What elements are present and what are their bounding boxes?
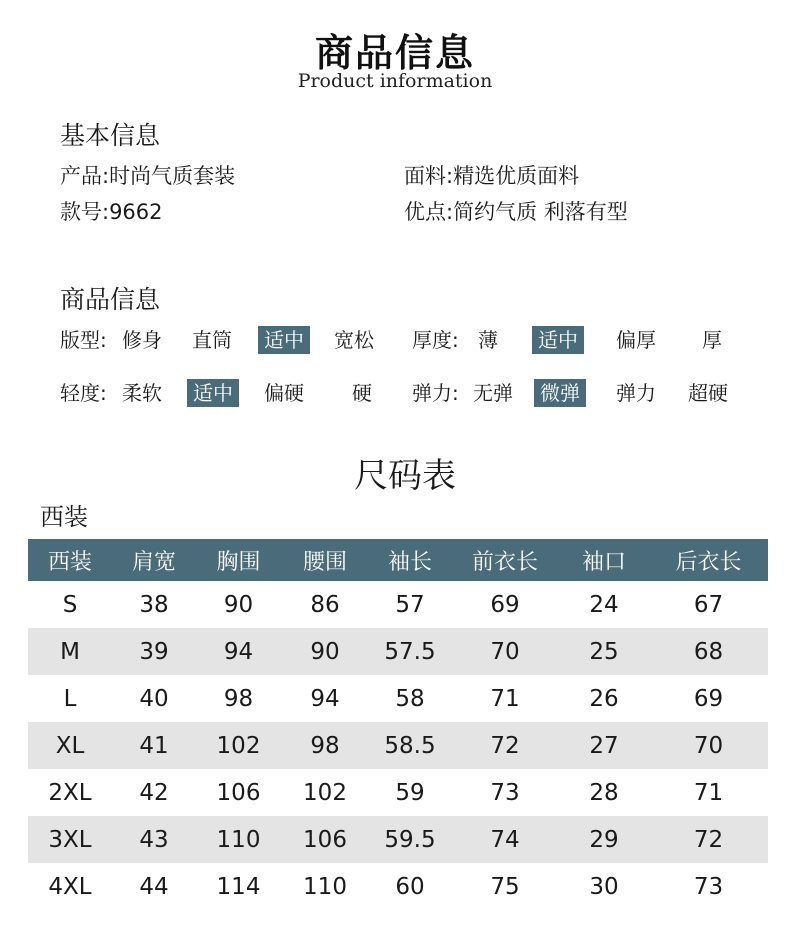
thickness-option-selected: 适中 bbox=[532, 326, 584, 354]
fit-option: 修身 bbox=[122, 328, 162, 352]
header-cell: 腰围 bbox=[302, 549, 347, 575]
table-row bbox=[28, 628, 768, 675]
table-cell: 73 bbox=[693, 873, 724, 900]
advantage-info: 优点:简约气质 利落有型 bbox=[404, 200, 628, 224]
table-cell: 69 bbox=[490, 591, 520, 618]
table-row bbox=[28, 675, 768, 722]
table-cell: 25 bbox=[589, 638, 619, 665]
table-cell: S bbox=[62, 591, 78, 618]
table-cell: 106 bbox=[216, 779, 261, 806]
table-cell: 27 bbox=[589, 732, 619, 759]
header-cell: 袖口 bbox=[581, 549, 626, 575]
table-cell: 70 bbox=[490, 638, 520, 665]
table-cell: 40 bbox=[139, 685, 169, 712]
table-cell: 67 bbox=[693, 591, 724, 618]
table-cell: 71 bbox=[693, 779, 724, 806]
table-cell: 69 bbox=[693, 685, 724, 712]
table-cell: 98 bbox=[223, 685, 254, 712]
size-chart-title: 尺码表 bbox=[354, 456, 456, 496]
table-cell: 24 bbox=[589, 591, 619, 618]
style-number: 款号:9662 bbox=[60, 200, 163, 224]
table-cell: 59.5 bbox=[384, 826, 436, 853]
table-cell: 26 bbox=[589, 685, 619, 712]
table-cell: 94 bbox=[223, 638, 254, 665]
thickness-label: 厚度: bbox=[412, 328, 459, 352]
table-cell: 72 bbox=[490, 732, 520, 759]
elastic-option-selected: 微弹 bbox=[534, 379, 586, 407]
table-cell: 72 bbox=[693, 826, 724, 853]
attribute-row-fit-thickness bbox=[60, 326, 760, 356]
table-cell: 75 bbox=[490, 873, 520, 900]
table-cell: 30 bbox=[589, 873, 619, 900]
table-row bbox=[28, 581, 768, 628]
table-cell: XL bbox=[55, 732, 85, 759]
table-cell: 58 bbox=[395, 685, 425, 712]
elastic-option: 超硬 bbox=[688, 381, 728, 405]
table-cell: 74 bbox=[490, 826, 520, 853]
table-cell: 57 bbox=[395, 591, 425, 618]
table-cell: 2XL bbox=[48, 779, 92, 806]
table-cell: 71 bbox=[490, 685, 520, 712]
header-cell: 胸围 bbox=[216, 549, 261, 575]
table-cell: 90 bbox=[310, 638, 340, 665]
table-cell: 38 bbox=[139, 591, 169, 618]
thickness-option: 厚 bbox=[702, 328, 722, 352]
table-cell: 28 bbox=[589, 779, 619, 806]
table-cell: 57.5 bbox=[384, 638, 436, 665]
fit-option-selected: 适中 bbox=[258, 326, 310, 354]
table-cell: 43 bbox=[139, 826, 169, 853]
page-title: 商品信息 bbox=[314, 30, 475, 75]
table-cell: 110 bbox=[303, 873, 347, 900]
softness-option-selected: 适中 bbox=[187, 379, 239, 407]
table-row bbox=[28, 722, 768, 769]
size-table-header bbox=[28, 539, 768, 581]
size-chart-category: 西装 bbox=[40, 503, 88, 531]
product-name: 产品:时尚气质套装 bbox=[60, 164, 236, 188]
table-cell: 4XL bbox=[48, 873, 92, 900]
table-cell: 44 bbox=[139, 873, 169, 900]
table-cell: 98 bbox=[310, 732, 340, 759]
header-cell: 前衣长 bbox=[471, 549, 538, 575]
elastic-label: 弹力: bbox=[412, 381, 459, 405]
page-subtitle: Product information bbox=[297, 70, 493, 92]
table-cell: 41 bbox=[139, 732, 169, 759]
table-cell: 94 bbox=[310, 685, 340, 712]
softness-option: 偏硬 bbox=[264, 381, 304, 405]
table-cell: 58.5 bbox=[384, 732, 436, 759]
table-cell: M bbox=[60, 638, 80, 665]
table-row bbox=[28, 816, 768, 863]
table-cell: 60 bbox=[395, 873, 425, 900]
softness-option: 硬 bbox=[352, 381, 372, 405]
table-row bbox=[28, 863, 768, 910]
table-row bbox=[28, 769, 768, 816]
header-cell: 西装 bbox=[47, 549, 92, 575]
table-cell: 70 bbox=[693, 732, 724, 759]
header-cell: 后衣长 bbox=[675, 549, 742, 575]
table-cell: 39 bbox=[139, 638, 169, 665]
softness-label: 轻度: bbox=[60, 381, 107, 405]
table-cell: 102 bbox=[303, 779, 347, 806]
table-cell: 106 bbox=[303, 826, 347, 853]
attribute-row-softness-elastic bbox=[60, 379, 760, 409]
elastic-option: 无弹 bbox=[473, 381, 513, 405]
fit-label: 版型: bbox=[60, 328, 107, 352]
table-cell: 90 bbox=[223, 591, 254, 618]
table-cell: L bbox=[63, 685, 77, 712]
table-cell: 29 bbox=[589, 826, 619, 853]
table-cell: 86 bbox=[310, 591, 340, 618]
table-cell: 68 bbox=[693, 638, 724, 665]
fit-option: 直筒 bbox=[192, 328, 232, 352]
table-cell: 110 bbox=[216, 826, 261, 853]
table-cell: 42 bbox=[139, 779, 169, 806]
elastic-option: 弹力 bbox=[616, 381, 656, 405]
table-cell: 73 bbox=[490, 779, 520, 806]
thickness-option: 偏厚 bbox=[616, 328, 656, 352]
table-cell: 114 bbox=[216, 873, 261, 900]
header-cell: 袖长 bbox=[387, 549, 432, 575]
attributes-heading: 商品信息 bbox=[60, 285, 161, 314]
softness-option: 柔软 bbox=[122, 381, 162, 405]
fabric-info: 面料:精选优质面料 bbox=[404, 164, 580, 188]
fit-option: 宽松 bbox=[334, 328, 374, 352]
thickness-option: 薄 bbox=[478, 328, 498, 352]
table-cell: 59 bbox=[395, 779, 425, 806]
table-cell: 3XL bbox=[48, 826, 92, 853]
header-cell: 肩宽 bbox=[131, 549, 176, 575]
basic-info-heading: 基本信息 bbox=[60, 121, 161, 150]
table-cell: 102 bbox=[216, 732, 261, 759]
size-table bbox=[28, 539, 768, 910]
